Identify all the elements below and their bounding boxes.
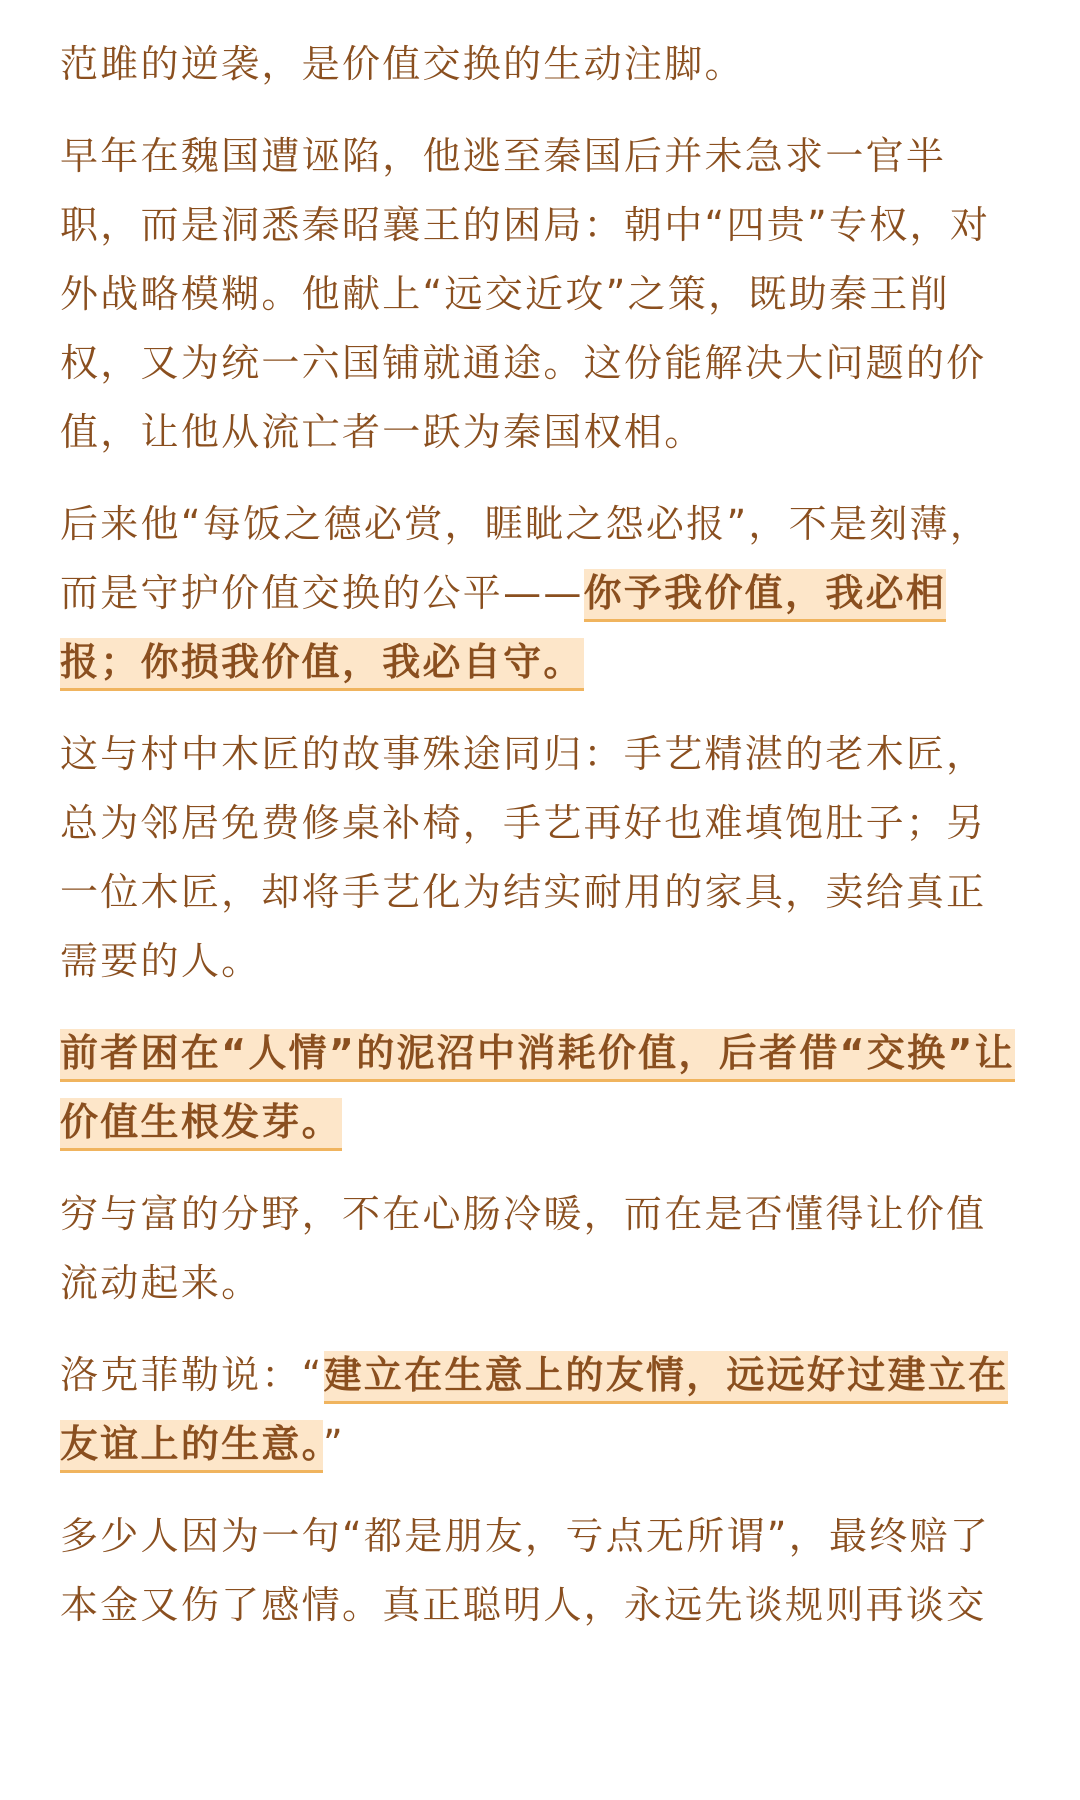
paragraph-text: 多少人因为一句“都是朋友，亏点无所谓”，最终赔了本金又伤了感情。真正聪明人，永远先谈规则再谈交 xyxy=(60,1514,991,1627)
paragraph-8 xyxy=(60,1502,1020,1640)
paragraph-text: 穷与富的分野，不在心肠冷暖，而在是否懂得让价值流动起来。 xyxy=(60,1192,987,1305)
paragraph-3 xyxy=(60,490,1020,697)
paragraph-7 xyxy=(60,1341,1020,1479)
paragraph-text: 后来他“每饭之德必赏，睚眦之怨必报”，不是刻薄，而是守护价值交换的公平—— xyxy=(60,502,991,615)
paragraph-2 xyxy=(60,122,1020,467)
paragraph-text: 范雎的逆袭，是价值交换的生动注脚。 xyxy=(60,42,745,86)
highlighted-text: 你予我价值，我必相报；你损我价值，我必自守。 xyxy=(60,569,946,691)
paragraph-text: 早年在魏国遭诬陷，他逃至秦国后并未急求一官半职，而是洞悉秦昭襄王的困局：朝中“四贵”专权，对外战略模糊。他献上“远交近攻”之策，既助秦王削权，又为统一六国铺就通途。这份能解决大问题的价值，让他从流亡者一跃为秦国权相。 xyxy=(60,134,991,454)
paragraph-text: ” xyxy=(322,1422,345,1466)
paragraph-5 xyxy=(60,1019,1020,1157)
paragraph-text: 洛克菲勒说：“ xyxy=(60,1353,324,1397)
paragraph-text: 这与村中木匠的故事殊途同归：手艺精湛的老木匠，总为邻居免费修桌补椅，手艺再好也难填饱肚子；另一位木匠，却将手艺化为结实耐用的家具，卖给真正需要的人。 xyxy=(60,732,987,983)
paragraph-1 xyxy=(60,30,1020,99)
paragraph-4 xyxy=(60,720,1020,996)
article-body xyxy=(60,30,1020,1663)
highlighted-quote: 建立在生意上的友情，远远好过建立在友谊上的生意。 xyxy=(60,1351,1008,1473)
highlighted-text: 前者困在“人情”的泥沼中消耗价值，后者借“交换”让价值生根发芽。 xyxy=(60,1029,1015,1151)
paragraph-6 xyxy=(60,1180,1020,1318)
